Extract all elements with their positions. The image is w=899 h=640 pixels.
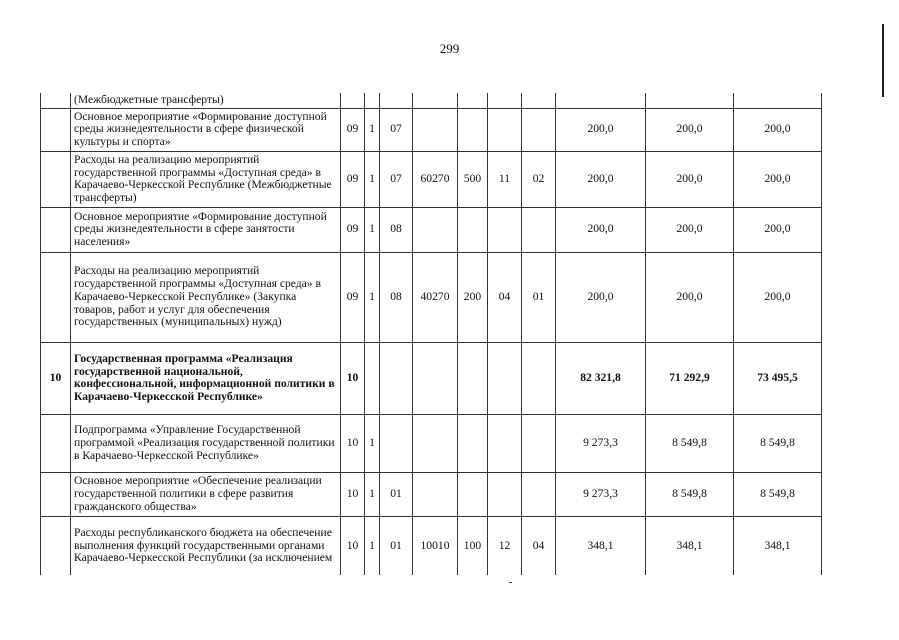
code-direction xyxy=(413,414,458,472)
code-subsection: 02 xyxy=(522,151,556,207)
code-gp xyxy=(341,93,365,108)
row-name: Основное мероприятие «Формирование доступной среды жизнедеятельности в сфере занятости населения» xyxy=(71,207,341,252)
row-name: Расходы на реализацию мероприятий государственной программы «Доступная среда» в Карачаево-Черкесской Республике (Межбюджетные трансферты) xyxy=(71,151,341,207)
code-section: 12 xyxy=(488,516,522,575)
code-gp: 09 xyxy=(341,151,365,207)
table-row xyxy=(41,342,822,414)
row-number xyxy=(41,252,71,342)
code-sub: 1 xyxy=(365,151,380,207)
amount-year-1: 9 273,3 xyxy=(556,414,646,472)
code-sub: 1 xyxy=(365,472,380,516)
table-row xyxy=(41,252,822,342)
amount-year-2: 200,0 xyxy=(646,108,734,151)
row-name: Расходы республиканского бюджета на обеспечение выполнения функций государственными органами Карачаево-Черкесской Республики (за исключением xyxy=(71,516,341,575)
scan-mark xyxy=(509,582,512,583)
code-expense-type: 500 xyxy=(458,151,488,207)
code-gp: 09 xyxy=(341,108,365,151)
code-subsection xyxy=(522,414,556,472)
table-row xyxy=(41,207,822,252)
code-expense-type: 200 xyxy=(458,252,488,342)
amount-year-2: 71 292,9 xyxy=(646,342,734,414)
code-event xyxy=(380,342,413,414)
code-expense-type xyxy=(458,93,488,108)
amount-year-1: 200,0 xyxy=(556,151,646,207)
code-section xyxy=(488,472,522,516)
amount-year-2: 348,1 xyxy=(646,516,734,575)
page-number: 299 xyxy=(439,41,460,56)
code-section xyxy=(488,414,522,472)
code-event: 01 xyxy=(380,516,413,575)
row-number xyxy=(41,516,71,575)
code-subsection: 04 xyxy=(522,516,556,575)
row-number xyxy=(41,472,71,516)
code-sub xyxy=(365,342,380,414)
code-event xyxy=(380,93,413,108)
row-name: Государственная программа «Реализация государственной национальной, конфессиональной, информационной политики в Карачаево-Черкесской Республике» xyxy=(71,342,341,414)
code-direction xyxy=(413,207,458,252)
row-name: Расходы на реализацию мероприятий государственной программы «Доступная среда» в Карачаево-Черкесской Республике» (Закупка товаров, работ и услуг для обеспечения государственных (муниципальных) нужд) xyxy=(71,252,341,342)
code-gp: 10 xyxy=(341,472,365,516)
code-gp: 10 xyxy=(341,516,365,575)
amount-year-3: 200,0 xyxy=(734,207,822,252)
code-sub: 1 xyxy=(365,516,380,575)
amount-year-1: 9 273,3 xyxy=(556,472,646,516)
amount-year-3: 200,0 xyxy=(734,252,822,342)
code-direction: 60270 xyxy=(413,151,458,207)
code-sub: 1 xyxy=(365,108,380,151)
code-gp: 10 xyxy=(341,342,365,414)
code-direction xyxy=(413,342,458,414)
row-name: (Межбюджетные трансферты) xyxy=(71,93,341,108)
code-event: 08 xyxy=(380,252,413,342)
amount-year-2: 200,0 xyxy=(646,151,734,207)
amount-year-1: 200,0 xyxy=(556,252,646,342)
amount-year-3: 73 495,5 xyxy=(734,342,822,414)
code-subsection xyxy=(522,472,556,516)
code-event: 07 xyxy=(380,151,413,207)
code-section xyxy=(488,342,522,414)
amount-year-2: 200,0 xyxy=(646,207,734,252)
margin-rule xyxy=(882,24,884,97)
amount-year-2: 200,0 xyxy=(646,252,734,342)
code-expense-type xyxy=(458,207,488,252)
table-row xyxy=(41,151,822,207)
amount-year-3: 8 549,8 xyxy=(734,414,822,472)
amount-year-1 xyxy=(556,93,646,108)
amount-year-1: 200,0 xyxy=(556,207,646,252)
code-expense-type: 100 xyxy=(458,516,488,575)
amount-year-3: 348,1 xyxy=(734,516,822,575)
row-number: 10 xyxy=(41,342,71,414)
code-section xyxy=(488,207,522,252)
table-row xyxy=(41,108,822,151)
amount-year-2: 8 549,8 xyxy=(646,414,734,472)
code-event: 01 xyxy=(380,472,413,516)
code-subsection: 01 xyxy=(522,252,556,342)
table-row xyxy=(41,414,822,472)
row-number xyxy=(41,108,71,151)
code-sub: 1 xyxy=(365,414,380,472)
amount-year-2: 8 549,8 xyxy=(646,472,734,516)
amount-year-3 xyxy=(734,93,822,108)
table-row xyxy=(41,93,822,108)
code-expense-type xyxy=(458,472,488,516)
row-number xyxy=(41,93,71,108)
code-subsection xyxy=(522,207,556,252)
code-event xyxy=(380,414,413,472)
code-sub: 1 xyxy=(365,207,380,252)
code-section xyxy=(488,108,522,151)
amount-year-1: 348,1 xyxy=(556,516,646,575)
code-event: 07 xyxy=(380,108,413,151)
row-number xyxy=(41,151,71,207)
amount-year-1: 200,0 xyxy=(556,108,646,151)
code-direction: 40270 xyxy=(413,252,458,342)
budget-table xyxy=(40,93,822,575)
amount-year-2 xyxy=(646,93,734,108)
code-event: 08 xyxy=(380,207,413,252)
table-row xyxy=(41,516,822,575)
row-name: Основное мероприятие «Формирование доступной среды жизнедеятельности в сфере физической культуры и спорта» xyxy=(71,108,341,151)
code-subsection xyxy=(522,342,556,414)
code-expense-type xyxy=(458,414,488,472)
code-section: 04 xyxy=(488,252,522,342)
amount-year-3: 200,0 xyxy=(734,108,822,151)
table-row xyxy=(41,472,822,516)
code-direction xyxy=(413,472,458,516)
amount-year-1: 82 321,8 xyxy=(556,342,646,414)
amount-year-3: 8 549,8 xyxy=(734,472,822,516)
code-direction xyxy=(413,108,458,151)
code-expense-type xyxy=(458,108,488,151)
code-gp: 09 xyxy=(341,252,365,342)
code-section xyxy=(488,93,522,108)
row-number xyxy=(41,414,71,472)
amount-year-3: 200,0 xyxy=(734,151,822,207)
code-gp: 09 xyxy=(341,207,365,252)
code-sub xyxy=(365,93,380,108)
row-name: Основное мероприятие «Обеспечение реализации государственной политики в сфере развития гражданского общества» xyxy=(71,472,341,516)
code-direction xyxy=(413,93,458,108)
code-gp: 10 xyxy=(341,414,365,472)
code-sub: 1 xyxy=(365,252,380,342)
code-section: 11 xyxy=(488,151,522,207)
code-expense-type xyxy=(458,342,488,414)
code-subsection xyxy=(522,108,556,151)
row-number xyxy=(41,207,71,252)
code-direction: 10010 xyxy=(413,516,458,575)
code-subsection xyxy=(522,93,556,108)
row-name: Подпрограмма «Управление Государственной программой «Реализация государственной политики в Карачаево-Черкесской Республике» xyxy=(71,414,341,472)
